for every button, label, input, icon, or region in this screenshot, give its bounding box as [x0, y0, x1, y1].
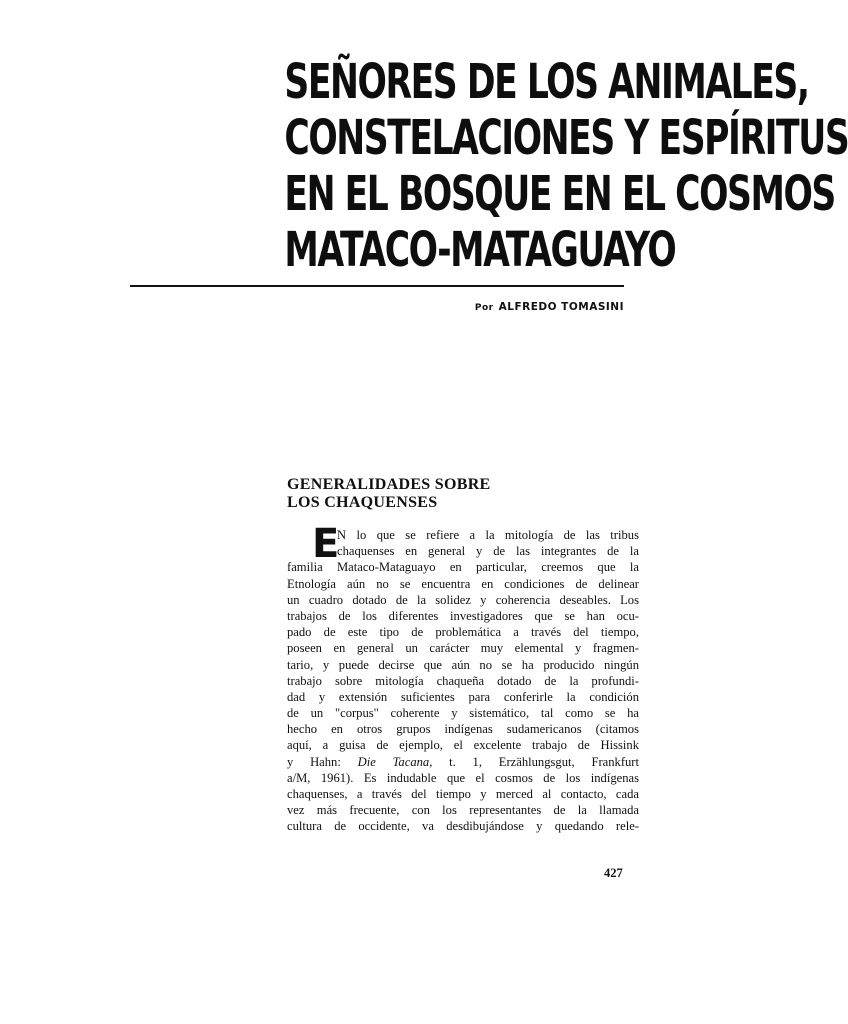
- body-line: familia Mataco-Mataguayo en particular, creemos que la: [287, 560, 639, 575]
- title-line-1: SEÑORES DE LOS ANIMALES,: [284, 54, 809, 110]
- title-line-3: EN EL BOSQUE EN EL COSMOS: [284, 166, 835, 222]
- author-byline: [475, 301, 624, 313]
- body-line: un cuadro dotado de la solidez y coherencia deseables. Los: [287, 592, 639, 607]
- body-line: Etnología aún no se encuentra en condiciones de delinear: [287, 576, 639, 591]
- page-number: 427: [604, 866, 623, 880]
- body-line: a/M, 1961). Es indudable que el cosmos de los indígenas: [287, 770, 639, 785]
- section-heading: [287, 476, 627, 512]
- title-line-4: MATACO-MATAGUAYO: [284, 222, 676, 278]
- body-line-citation: [287, 754, 639, 770]
- body-line: dad y extensión suficientes para conferirle la condición: [287, 689, 639, 704]
- citation-authors: y Hahn:: [287, 754, 358, 769]
- byline-author: ALFREDO TOMASINI: [498, 301, 624, 313]
- body-line: tario, y puede decirse que aún no se ha producido ningún: [287, 657, 639, 672]
- citation-rest: , t. 1, Erzählungsgut, Frankfurt: [429, 754, 640, 769]
- body-line: pado de este tipo de problemática a través del tiempo,: [287, 625, 639, 640]
- body-paragraph: [287, 527, 639, 835]
- body-line: de un "corpus" coherente y sistemático, tal como se ha: [287, 706, 639, 721]
- body-line: chaquenses, a través del tiempo y merced al contacto, cada: [287, 787, 639, 801]
- article-title: [150, 54, 848, 278]
- body-line: chaquenses en general y de las integrantes de la: [337, 544, 639, 559]
- title-rule-divider: [130, 285, 624, 287]
- body-line: aquí, a guisa de ejemplo, el excelente trabajo de Hissink: [287, 738, 639, 753]
- body-line: trabajo sobre mitología chaqueña dotado de la profundi-: [287, 673, 639, 688]
- byline-prefix: Por: [474, 303, 494, 313]
- section-heading-line-1: GENERALIDADES SOBRE: [287, 476, 491, 493]
- section-heading-line-2: LOS CHAQUENSES: [287, 494, 438, 511]
- body-line: cultura de occidente, va desdibujándose y quedando rele-: [287, 819, 639, 834]
- body-line: poseen en general un carácter muy elemental y fragmen-: [287, 641, 639, 656]
- title-line-2: CONSTELACIONES Y ESPÍRITUS: [284, 110, 848, 166]
- body-line: vez más frecuente, con los representantes de la llamada: [287, 803, 639, 818]
- drop-cap: E: [312, 521, 340, 567]
- body-line: trabajos de los diferentes investigadores que se han ocu-: [287, 608, 639, 623]
- body-line: hecho en otros grupos indígenas sudamericanos (citamos: [287, 722, 639, 737]
- body-line: N lo que se refiere a la mitología de las tribus: [337, 528, 639, 542]
- citation-title: Die Tacana: [357, 754, 430, 769]
